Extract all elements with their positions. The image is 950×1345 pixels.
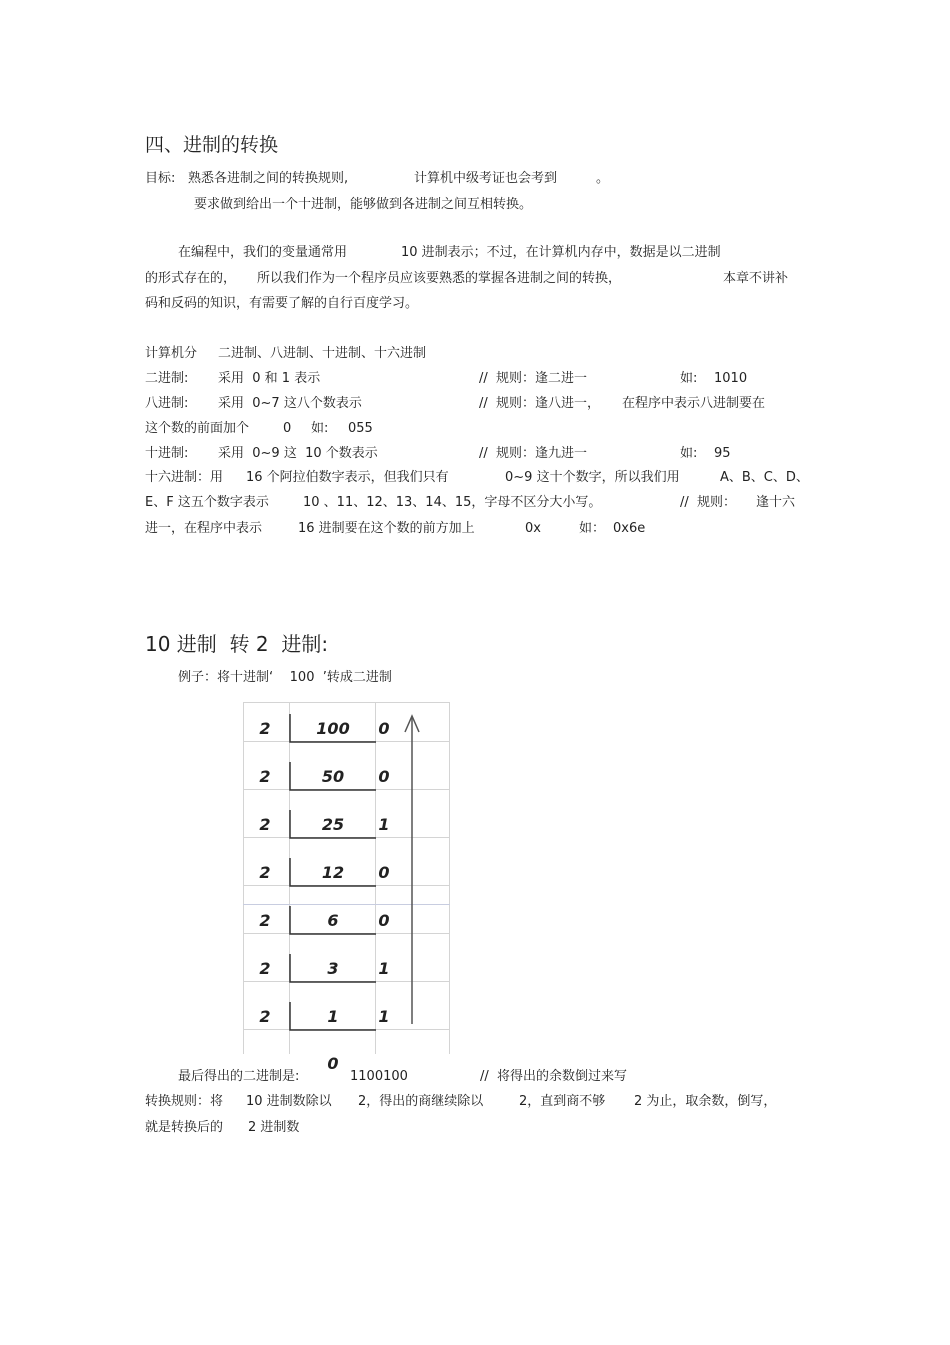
dividend-cell: 1 xyxy=(327,1007,339,1026)
hex-line3-d: 如： xyxy=(579,521,606,536)
para-2-b: 所以我们作为一个程序员应该要熟悉的掌握各进制之间的转换， xyxy=(257,271,622,286)
rule-line1-d: 2，直到商不够 xyxy=(519,1094,606,1109)
result-note: // 将得出的余数倒过来写 xyxy=(480,1069,628,1084)
hex-line1-c: 0~9 这十个数字，所以我们用 xyxy=(505,470,680,485)
final-quotient: 0 xyxy=(327,1054,339,1073)
goal-text-1: 熟悉各进制之间的转换规则, xyxy=(188,171,349,186)
result-label: 最后得出的二进制是: xyxy=(178,1069,300,1084)
dividend-cell: 100 xyxy=(316,719,350,738)
rule-line2-b: 2 进制数 xyxy=(248,1120,300,1135)
hex-line2-c: // 规则： xyxy=(680,495,737,510)
remainder-cell: 1 xyxy=(378,959,390,978)
remainder-cell: 0 xyxy=(378,719,390,738)
conversion-title: 10 进制 转 2 进制: xyxy=(145,632,329,656)
goal-text-2: 计算机中级考证也会考到 xyxy=(414,171,558,186)
hex-line1-d: A、B、C、D、 xyxy=(720,470,809,485)
octal-rule: // 规则：逢八进一， xyxy=(479,396,601,411)
goal-line-2: 要求做到给出一个十进制，能够做到各进制之间互相转换。 xyxy=(194,197,533,212)
para-3: 码和反码的知识，有需要了解的自行百度学习。 xyxy=(145,296,419,311)
dividend-cell: 6 xyxy=(327,911,339,930)
divisor-cell: 2 xyxy=(259,1007,271,1026)
decimal-label: 十进制: xyxy=(145,446,189,461)
section-title: 四、进制的转换 xyxy=(145,134,279,156)
decimal-rule: // 规则：逢九进一 xyxy=(479,446,588,461)
hex-line3-e: 0x6e xyxy=(613,521,646,536)
hex-line3-a: 进一，在程序中表示 xyxy=(145,521,263,536)
goal-text-3: 。 xyxy=(596,171,610,186)
hex-line3-b: 16 进制要在这个数的前方加上 xyxy=(298,521,475,536)
remainder-cell: 0 xyxy=(378,767,390,786)
dividend-cell: 12 xyxy=(321,863,345,882)
divisor-cell: 2 xyxy=(259,767,271,786)
dividend-cell: 25 xyxy=(321,815,345,834)
division-diagram xyxy=(243,702,450,1073)
hex-line2-d: 逢十六 xyxy=(756,495,796,510)
divisor-cell: 2 xyxy=(259,863,271,882)
para-2-c: 本章不讲补 xyxy=(723,271,789,286)
octal-label: 八进制: xyxy=(145,396,189,411)
octal-line2-b: 0 xyxy=(283,421,292,436)
hex-line3-c: 0x xyxy=(525,521,541,536)
binary-example-label: 如: xyxy=(680,371,698,386)
hex-line1-a: 十六进制：用 xyxy=(145,470,224,485)
binary-desc: 采用 0 和 1 表示 xyxy=(218,371,321,386)
para-2-a: 的形式存在的， xyxy=(145,271,237,286)
octal-example: 055 xyxy=(348,421,373,436)
divisor-cell: 2 xyxy=(259,719,271,738)
rule-line1-b: 10 进制数除以 xyxy=(246,1094,332,1109)
result-value: 1100100 xyxy=(350,1069,408,1084)
decimal-example-label: 如: xyxy=(680,446,698,461)
bases-intro-a: 计算机分 xyxy=(145,346,198,361)
rule-line1-a: 转换规则：将 xyxy=(145,1094,224,1109)
hex-line1-b: 16 个阿拉伯数字表示，但我们只有 xyxy=(246,470,449,485)
binary-label: 二进制: xyxy=(145,371,189,386)
remainder-cell: 1 xyxy=(378,815,390,834)
decimal-example: 95 xyxy=(714,446,731,461)
divisor-cell: 2 xyxy=(259,959,271,978)
octal-extra: 在程序中表示八进制要在 xyxy=(622,396,766,411)
octal-example-label: 如: xyxy=(311,421,329,436)
divisor-cell: 2 xyxy=(259,815,271,834)
decimal-desc: 采用 0~9 这 10 个数表示 xyxy=(218,446,378,461)
bases-intro-b: 二进制、八进制、十进制、十六进制 xyxy=(218,346,427,361)
divisor-cell: 2 xyxy=(259,911,271,930)
goal-label: 目标: xyxy=(145,171,176,186)
binary-rule: // 规则：逢二进一 xyxy=(479,371,588,386)
dividend-cell: 50 xyxy=(321,767,345,786)
hex-line2-a: E、F 这五个数字表示 xyxy=(145,495,269,510)
para-1-a: 在编程中，我们的变量通常用 xyxy=(178,245,348,260)
conversion-example: 例子：将十进制‘ 100 ’转成二进制 xyxy=(178,670,392,685)
dividend-cell: 3 xyxy=(327,959,339,978)
para-1-b: 10 进制表示；不过，在计算机内存中，数据是以二进制 xyxy=(401,245,721,260)
rule-line1-c: 2，得出的商继续除以 xyxy=(358,1094,484,1109)
hex-line2-b: 10 、11、12、13、14、15，字母不区分大小写。 xyxy=(303,495,602,510)
octal-line2-a: 这个数的前面加个 xyxy=(145,421,250,436)
rule-line1-e: 2 为止，取余数，倒写， xyxy=(634,1094,777,1109)
rule-line2-a: 就是转换后的 xyxy=(145,1120,224,1135)
octal-desc: 采用 0~7 这八个数表示 xyxy=(218,396,362,411)
binary-example: 1010 xyxy=(714,371,748,386)
remainder-cell: 1 xyxy=(378,1007,390,1026)
remainder-cell: 0 xyxy=(378,911,390,930)
remainder-cell: 0 xyxy=(378,863,390,882)
